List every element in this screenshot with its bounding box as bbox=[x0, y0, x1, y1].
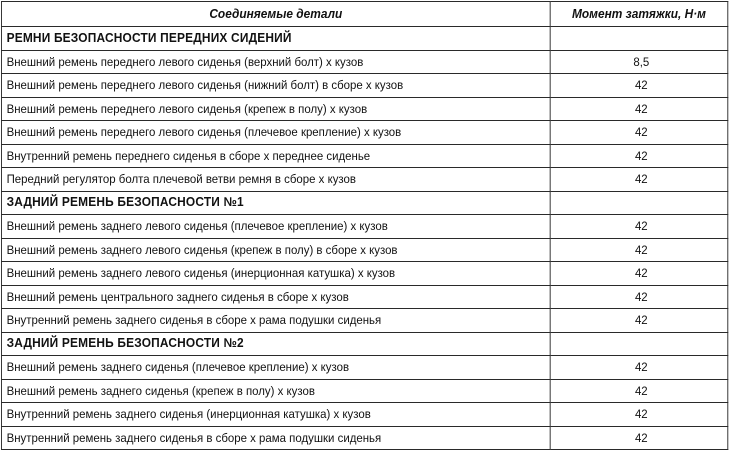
torque-cell: 42 bbox=[550, 285, 728, 309]
torque-cell: 42 bbox=[550, 309, 728, 333]
header-row bbox=[1, 2, 727, 27]
torque-cell: 42 bbox=[550, 403, 728, 427]
part-cell: Внешний ремень переднего левого сиденья (нижний болт) в сборе х кузов bbox=[1, 74, 550, 98]
table-row bbox=[1, 262, 727, 286]
table-row bbox=[1, 74, 727, 98]
torque-cell: 42 bbox=[550, 97, 728, 121]
part-cell: Передний регулятор болта плечевой ветви ремня в сборе х кузов bbox=[1, 168, 550, 192]
table-row bbox=[1, 403, 727, 427]
table-row bbox=[1, 168, 727, 192]
section-heading-rear-belt-2 bbox=[1, 332, 727, 356]
section-torque-empty bbox=[550, 332, 728, 356]
table-row bbox=[1, 50, 727, 74]
table-row bbox=[1, 309, 727, 333]
section-title: РЕМНИ БЕЗОПАСНОСТИ ПЕРЕДНИХ СИДЕНИЙ bbox=[1, 27, 550, 51]
table-row bbox=[1, 379, 727, 403]
torque-cell: 42 bbox=[550, 121, 728, 145]
part-cell: Внешний ремень переднего левого сиденья (крепеж в полу) х кузов bbox=[1, 97, 550, 121]
header-torque: Момент затяжки, Н·м bbox=[550, 2, 728, 27]
torque-cell: 42 bbox=[550, 262, 728, 286]
header-parts: Соединяемые детали bbox=[1, 2, 550, 27]
torque-cell: 42 bbox=[550, 168, 728, 192]
part-cell: Внешний ремень переднего левого сиденья (плечевое крепление) х кузов bbox=[1, 121, 550, 145]
table-row bbox=[1, 215, 727, 239]
section-heading-front-belts bbox=[1, 27, 727, 51]
part-cell: Внешний ремень заднего левого сиденья (плечевое крепление) х кузов bbox=[1, 215, 550, 239]
section-title: ЗАДНИЙ РЕМЕНЬ БЕЗОПАСНОСТИ №2 bbox=[1, 332, 550, 356]
table-row bbox=[1, 144, 727, 168]
table-row bbox=[1, 238, 727, 262]
torque-cell: 42 bbox=[550, 426, 728, 450]
table-row bbox=[1, 426, 727, 450]
part-cell: Внешний ремень заднего левого сиденья (крепеж в полу) в сборе х кузов bbox=[1, 238, 550, 262]
torque-cell: 42 bbox=[550, 215, 728, 239]
torque-cell: 42 bbox=[550, 379, 728, 403]
part-cell: Внутренний ремень заднего сиденья в сборе х рама подушки сиденья bbox=[1, 309, 550, 333]
part-cell: Внешний ремень заднего сиденья (плечевое крепление) х кузов bbox=[1, 356, 550, 380]
part-cell: Внешний ремень заднего левого сиденья (инерционная катушка) х кузов bbox=[1, 262, 550, 286]
section-heading-rear-belt-1 bbox=[1, 191, 727, 215]
torque-cell: 42 bbox=[550, 238, 728, 262]
table-row bbox=[1, 356, 727, 380]
section-torque-empty bbox=[550, 191, 728, 215]
part-cell: Внутренний ремень переднего сиденья в сборе х переднее сиденье bbox=[1, 144, 550, 168]
table-row bbox=[1, 285, 727, 309]
part-cell: Внешний ремень центрального заднего сиденья в сборе х кузов bbox=[1, 285, 550, 309]
part-cell: Внутренний ремень заднего сиденья в сборе х рама подушки сиденья bbox=[1, 426, 550, 450]
table-row bbox=[1, 121, 727, 145]
torque-cell: 42 bbox=[550, 356, 728, 380]
section-title: ЗАДНИЙ РЕМЕНЬ БЕЗОПАСНОСТИ №1 bbox=[1, 191, 550, 215]
section-torque-empty bbox=[550, 27, 728, 51]
part-cell: Внутренний ремень заднего сиденья (инерционная катушка) х кузов bbox=[1, 403, 550, 427]
torque-cell: 8,5 bbox=[550, 50, 728, 74]
torque-cell: 42 bbox=[550, 144, 728, 168]
torque-cell: 42 bbox=[550, 74, 728, 98]
table-row bbox=[1, 97, 727, 121]
part-cell: Внешний ремень заднего сиденья (крепеж в полу) х кузов bbox=[1, 379, 550, 403]
part-cell: Внешний ремень переднего левого сиденья (верхний болт) х кузов bbox=[1, 50, 550, 74]
torque-table bbox=[1, 1, 728, 450]
